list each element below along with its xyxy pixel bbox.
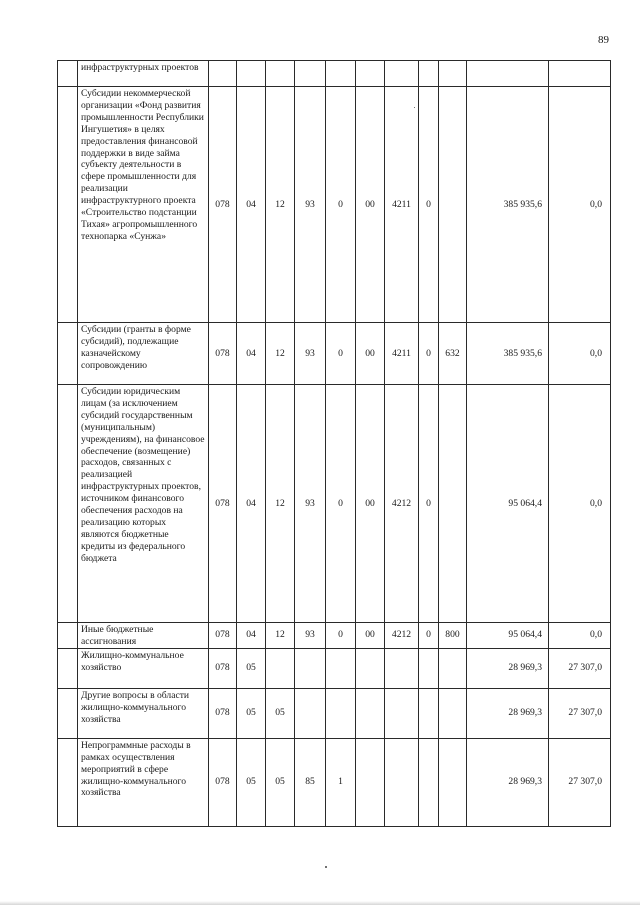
section-code-cell [237, 61, 266, 87]
expense-type-cell [439, 385, 467, 623]
expense-type-cell [439, 61, 467, 87]
target-code-part5-cell: 0 [419, 323, 439, 385]
amount-year2-cell: 0,0 [549, 87, 611, 323]
amount-year1-cell: 385 935,6 [467, 323, 549, 385]
subsection-code-cell [266, 648, 295, 688]
budget-table [57, 60, 611, 827]
amount-year2-cell: 27 307,0 [549, 738, 611, 826]
target-code-part3-cell: 00 [356, 87, 385, 323]
target-code-part3-cell [356, 61, 385, 87]
section-code-cell: 05 [237, 688, 266, 738]
target-code-part2-cell [326, 688, 356, 738]
subsection-code-cell [266, 61, 295, 87]
amount-year2-cell: 27 307,0 [549, 688, 611, 738]
target-code-part2-cell: 0 [326, 623, 356, 649]
amount-year1-cell: 385 935,6 [467, 87, 549, 323]
page-number: 89 [598, 34, 609, 46]
gr-code-cell: 078 [209, 385, 237, 623]
section-code-cell: 05 [237, 738, 266, 826]
subsection-code-cell: 12 [266, 87, 295, 323]
row-name-cell: Иные бюджетные ассигнования [78, 623, 209, 649]
target-code-part5-cell: 0 [419, 623, 439, 649]
target-code-part4-cell: 4211 [385, 87, 419, 323]
gr-code-cell: 078 [209, 323, 237, 385]
target-code-part1-cell [295, 688, 326, 738]
row-number-cell [58, 623, 78, 649]
target-code-part3-cell: 00 [356, 623, 385, 649]
row-name-cell: Непрограммные расходы в рамках осуществления мероприятий в сфере жилищно-коммунального хозяйства [78, 738, 209, 826]
amount-year1-cell: 95 064,4 [467, 385, 549, 623]
row-number-cell [58, 688, 78, 738]
amount-year2-cell: 0,0 [549, 623, 611, 649]
scan-speck [325, 866, 327, 868]
subsection-code-cell: 12 [266, 623, 295, 649]
row-number-cell [58, 61, 78, 87]
target-code-part5-cell [419, 61, 439, 87]
target-code-part2-cell: 1 [326, 738, 356, 826]
target-code-part2-cell [326, 61, 356, 87]
gr-code-cell: 078 [209, 648, 237, 688]
gr-code-cell: 078 [209, 87, 237, 323]
table-row [58, 688, 611, 738]
subsection-code-cell: 05 [266, 688, 295, 738]
target-code-part4-cell [385, 688, 419, 738]
target-code-part3-cell: 00 [356, 385, 385, 623]
target-code-part2-cell [326, 648, 356, 688]
section-code-cell: 05 [237, 648, 266, 688]
row-number-cell [58, 323, 78, 385]
expense-type-cell [439, 688, 467, 738]
target-code-part5-cell: 0 [419, 385, 439, 623]
table-row [58, 323, 611, 385]
table-row [58, 61, 611, 87]
row-name-cell: Другие вопросы в области жилищно-коммунального хозяйства [78, 688, 209, 738]
table-row [58, 648, 611, 688]
target-code-part2-cell: 0 [326, 323, 356, 385]
target-code-part4-cell [385, 738, 419, 826]
amount-year1-cell: 28 969,3 [467, 648, 549, 688]
target-code-part5-cell [419, 648, 439, 688]
row-name-cell: Субсидии юридическим лицам (за исключением субсидий государственным (муниципальным) учреждениям), на финансовое обеспечение (возмещение) расходов, связанных с реализацией инфраструктурных проектов, источником финансового обеспечения расходов на реализацию которых являются бюджетные кредиты из федерального бюджета [78, 385, 209, 623]
target-code-part5-cell [419, 738, 439, 826]
target-code-part3-cell [356, 688, 385, 738]
target-code-part2-cell: 0 [326, 87, 356, 323]
subsection-code-cell: 12 [266, 385, 295, 623]
subsection-code-cell: 12 [266, 323, 295, 385]
target-code-part3-cell: 00 [356, 323, 385, 385]
scan-bottom-edge [0, 901, 640, 905]
amount-year2-cell: 27 307,0 [549, 648, 611, 688]
expense-type-cell [439, 648, 467, 688]
amount-year1-cell: 95 064,4 [467, 623, 549, 649]
row-name-cell: Жилищно-коммунальное хозяйство [78, 648, 209, 688]
table-row [58, 87, 611, 323]
expense-type-cell: 632 [439, 323, 467, 385]
gr-code-cell [209, 61, 237, 87]
target-code-part2-cell: 0 [326, 385, 356, 623]
target-code-part1-cell: 85 [295, 738, 326, 826]
row-number-cell [58, 385, 78, 623]
row-number-cell [58, 648, 78, 688]
subsection-code-cell: 05 [266, 738, 295, 826]
target-code-part4-cell: 4211 [385, 323, 419, 385]
row-number-cell [58, 738, 78, 826]
table-row [58, 385, 611, 623]
section-code-cell: 04 [237, 87, 266, 323]
expense-type-cell: 800 [439, 623, 467, 649]
amount-year2-cell [549, 61, 611, 87]
amount-year2-cell: 0,0 [549, 385, 611, 623]
row-number-cell [58, 87, 78, 323]
target-code-part4-cell: 4212 [385, 385, 419, 623]
table-row [58, 738, 611, 826]
target-code-part5-cell [419, 688, 439, 738]
target-code-part1-cell [295, 648, 326, 688]
table-row [58, 623, 611, 649]
expense-type-cell [439, 738, 467, 826]
row-name-cell: Субсидии некоммерческой организации «Фонд развития промышленности Республики Ингушетия» в целях предоставления финансовой поддержки в виде займа субъекту деятельности в сфере промышленности для реализации инфраструктурного проекта «Строительство подстанции Тихая» агропромышленного технопарка «Сунжа» [78, 87, 209, 323]
target-code-part1-cell: 93 [295, 623, 326, 649]
target-code-part3-cell [356, 648, 385, 688]
target-code-part1-cell: 93 [295, 323, 326, 385]
target-code-part5-cell: 0 [419, 87, 439, 323]
section-code-cell: 04 [237, 323, 266, 385]
target-code-part4-cell [385, 648, 419, 688]
target-code-part4-cell [385, 61, 419, 87]
gr-code-cell: 078 [209, 623, 237, 649]
amount-year1-cell [467, 61, 549, 87]
expense-type-cell [439, 87, 467, 323]
target-code-part3-cell [356, 738, 385, 826]
row-name-cell: Субсидии (гранты в форме субсидий), подлежащие казначейскому сопровождению [78, 323, 209, 385]
target-code-part4-cell: 4212 [385, 623, 419, 649]
scan-speck [414, 107, 415, 108]
amount-year2-cell: 0,0 [549, 323, 611, 385]
row-name-cell: инфраструктурных проектов [78, 61, 209, 87]
target-code-part1-cell [295, 61, 326, 87]
amount-year1-cell: 28 969,3 [467, 738, 549, 826]
section-code-cell: 04 [237, 385, 266, 623]
target-code-part1-cell: 93 [295, 385, 326, 623]
gr-code-cell: 078 [209, 738, 237, 826]
target-code-part1-cell: 93 [295, 87, 326, 323]
gr-code-cell: 078 [209, 688, 237, 738]
amount-year1-cell: 28 969,3 [467, 688, 549, 738]
section-code-cell: 04 [237, 623, 266, 649]
